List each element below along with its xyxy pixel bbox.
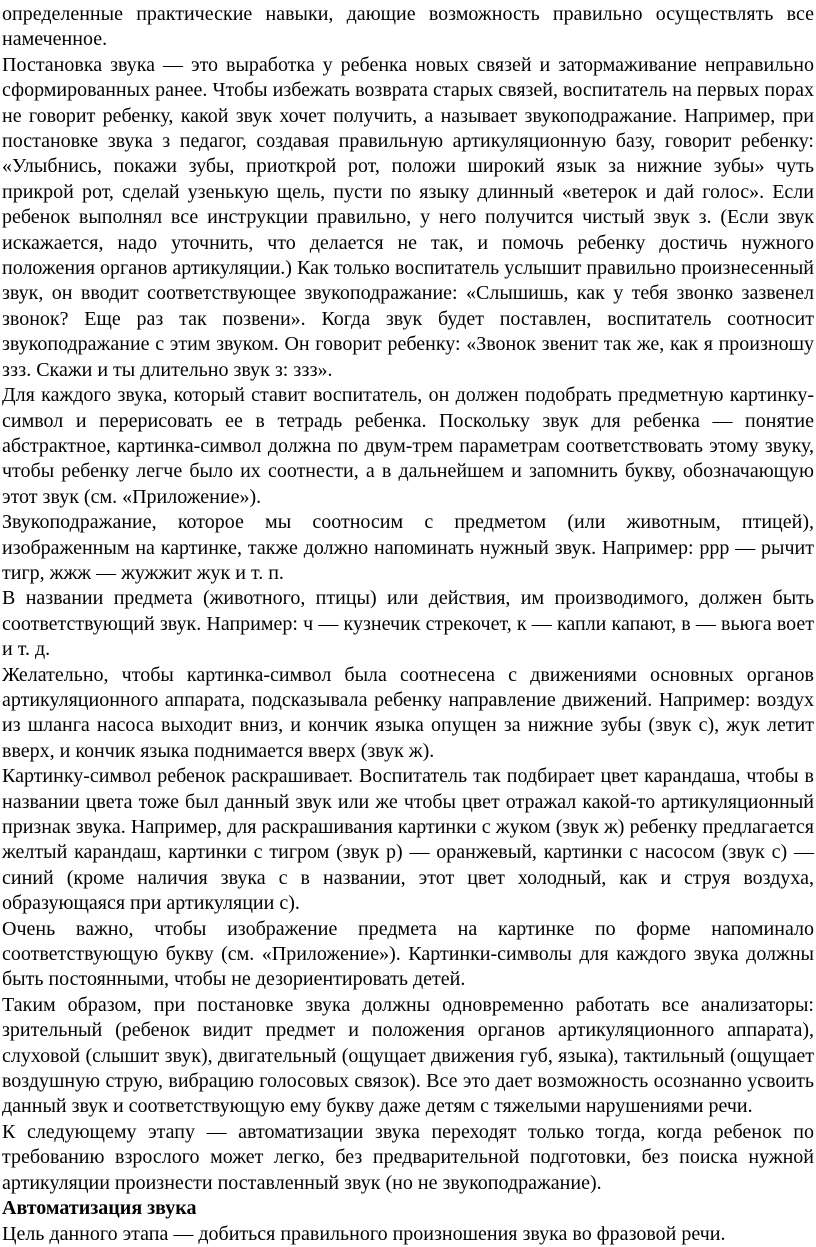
paragraph-coloring: Картинку-символ ребенок раскрашивает. Воспитатель так подбирает цвет карандаша, чтобы в названии цвета тоже был данный звук или же чтобы цвет отражал какой-то артикуляционный признак звука. Например, для раскрашивания картинки с жуком (звук ж) ребенку предлагается желтый карандаш, картинки с тигром (звук р) — оранжевый, картинки с насосом (звук с) — синий (кроме наличия звука с в названии, этот цвет холодный, как и струя воздуха, образующаяся при артикуляции с). bbox=[2, 765, 814, 915]
paragraph-continuation: определенные практические навыки, дающие возможность правильно осуществлять все намеченное. bbox=[2, 3, 814, 51]
section-heading: Автоматизация звука bbox=[2, 1197, 197, 1220]
paragraph-articulation-movements: Желательно, чтобы картинка-символ была соотнесена с движениями основных органов артикуляционного аппарата, подсказывала ребенку направление движений. Например: воздух из шланга насоса выходит вниз, и кончик языка опущен за нижние зубы (звук с), жук летит вверх, и кончик языка поднимается вверх (звук ж). bbox=[2, 663, 814, 762]
paragraph-object-name: В названии предмета (животного, птицы) или действия, им производимого, должен быть соответствующий звук. Например: ч — кузнечик стрекочет, к — капли капают, в — вьюга воет и т. д. bbox=[2, 587, 814, 661]
paragraph-letter-shape: Очень важно, чтобы изображение предмета на картинке по форме напоминало соответствующую букву (см. «Приложение»). Картинки-символы для каждого звука должны быть постоянными, чтобы не дезориентировать детей. bbox=[2, 917, 814, 991]
paragraph-picture-symbol: Для каждого звука, который ставит воспитатель, он должен подобрать предметную картинку-символ и перерисовать ее в тетрадь ребенка. Поскольку звук для ребенка — понятие абстрактное, картинка-символ должна по двум-трем параметрам соответствовать этому звуку, чтобы ребенку легче было их соотнести, а в дальнейшем и запомнить букву, обозначающую этот звук (см. «Приложение»). bbox=[2, 384, 814, 508]
paragraph-stage-goal: Цель данного этапа — добиться правильного произношения звука во фразовой речи. bbox=[2, 1222, 726, 1245]
paragraph-analyzers: Таким образом, при постановке звука должны одновременно работать все анализаторы: зрительный (ребенок видит предмет и положения органов артикуляционного аппарата), слуховой (слышит звук), двигательный (ощущает движения губ, языка), тактильный (ощущает воздушную струю, вибрацию голосовых связок). Все это дает возможность осознанно усвоить данный звук и соответствующую ему букву даже детям с тяжелыми нарушениями речи. bbox=[2, 993, 814, 1118]
paragraph-sound-setting: Постановка звука — это выработка у ребенка новых связей и затормаживание неправильно сформированных ранее. Чтобы избежать возврата старых связей, воспитатель на первых порах не говорит ребенку, какой звук хочет получить, а называет звукоподражание. Например, при постановке звука з педагог, создавая правильную артикуляционную базу, говорит ребенку: «Улыбнись, покажи зубы, приоткрой рот, положи широкий язык за нижние зубы» чуть прикрой рот, сделай узенькую щель, пусти по языку длинный «ветерок и дай голос». Если ребенок выполнял все инструкции правильно, у него получится чистый звук з. (Если звук искажается, надо уточнить, что делается не так, и помочь ребенку достичь нужного положения органов артикуляции.) Как только воспитатель услышит правильно произнесенный звук, он вводит соответствующее звукоподражание: «Слышишь, как у тебя звонко зазвенел звонок? Еще раз так позвени». Когда звук будет поставлен, воспитатель соотносит звукоподражание с этим звуком. Он говорит ребенку: «Звонок звенит так же, как я произношу ззз. Скажи и ты длительно звук з: ззз». bbox=[2, 53, 814, 381]
paragraph-onomatopoeia: Звукоподражание, которое мы соотносим с предметом (или животным, птицей), изображенным на картинке, также должно напоминать нужный звук. Например: ррр — рычит тигр, жжж — жужжит жук и т. п. bbox=[2, 511, 814, 584]
paragraph-next-stage: К следующему этапу — автоматизации звука переходят только тогда, когда ребенок по требованию взрослого может легко, без предварительной подготовки, без поиска нужной артикуляции произнести поставленный звук (но не звукоподражание). bbox=[2, 1120, 814, 1194]
